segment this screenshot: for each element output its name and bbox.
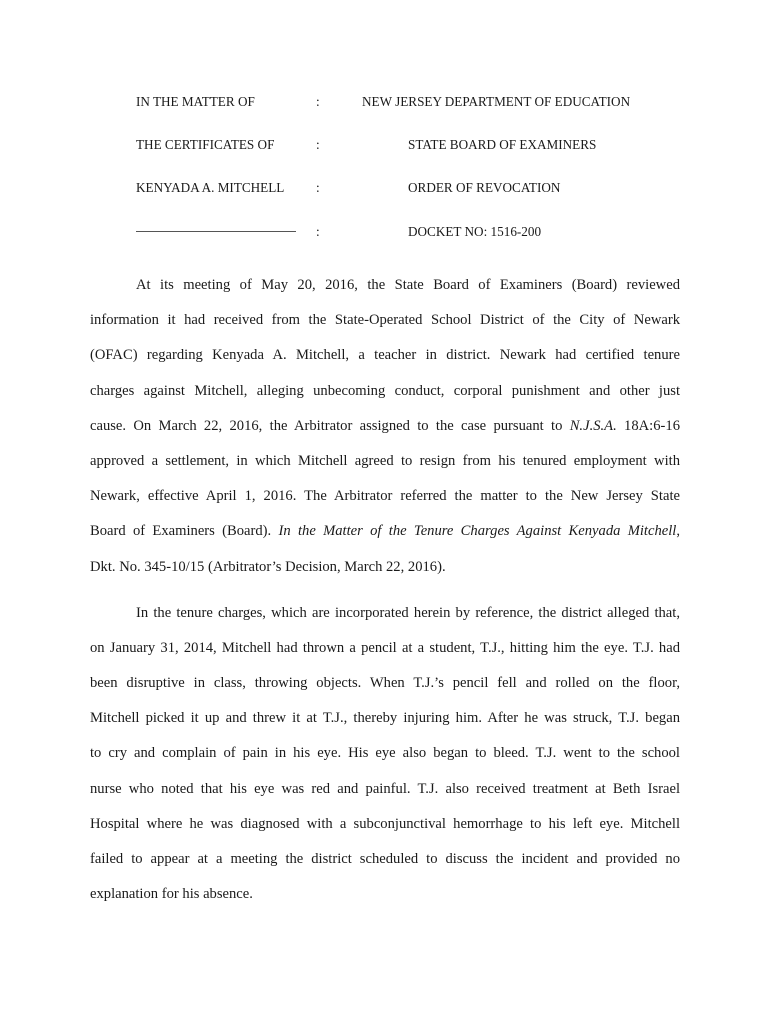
caption-right: DOCKET NO: 1516-200 <box>408 224 542 239</box>
caption-right: NEW JERSEY DEPARTMENT OF EDUCATION <box>362 94 631 109</box>
paragraph-line: approved a settlement, in which Mitchell agreed to resign from his tenured employment with <box>90 452 680 469</box>
caption-colon: : <box>316 224 320 239</box>
paragraph-line: failed to appear at a meeting the district scheduled to discuss the incident and provided no <box>90 851 680 867</box>
italic-citation: N.J.S.A. <box>569 417 617 434</box>
paragraph-line: cause. On March 22, 2016, the Arbitrator assigned to the case pursuant to N.J.S.A. 18A:6-16 <box>90 417 680 434</box>
paragraph-line: charges against Mitchell, alleging unbecoming conduct, corporal punishment and other just <box>90 382 680 399</box>
caption-left: THE CERTIFICATES OF <box>136 137 275 152</box>
paragraph-line: information it had received from the State-Operated School District of the City of Newark <box>90 312 680 329</box>
caption-colon: : <box>316 180 320 195</box>
paragraph-line: Board of Examiners (Board). In the Matter of the Tenure Charges Against Kenyada Mitchell, <box>90 523 681 540</box>
paragraph-line: At its meeting of May 20, 2016, the State Board of Examiners (Board) reviewed <box>136 277 680 293</box>
paragraph-line: to cry and complain of pain in his eye. His eye also began to bleed. T.J. went to the school <box>90 745 680 762</box>
caption-right: STATE BOARD OF EXAMINERS <box>408 137 597 152</box>
paragraph-line: (OFAC) regarding Kenyada A. Mitchell, a teacher in district. Newark had certified tenure <box>90 347 680 364</box>
paragraph-line: In the tenure charges, which are incorporated herein by reference, the district alleged that, <box>136 604 680 621</box>
paragraph-line: Dkt. No. 345-10/15 (Arbitrator’s Decision, March 22, 2016). <box>90 558 446 575</box>
paragraph-line: explanation for his absence. <box>90 886 253 903</box>
caption-left: KENYADA A. MITCHELL <box>136 180 285 195</box>
paragraph-line: been disruptive in class, throwing objects. When T.J.’s pencil fell and rolled on the floor, <box>90 675 680 692</box>
caption-signature-rule <box>136 231 296 232</box>
order-body <box>90 268 680 912</box>
paragraph-line: Hospital where he was diagnosed with a subconjunctival hemorrhage to his left eye. Mitchell <box>90 815 680 832</box>
paragraph-line: Mitchell picked it up and threw it at T.J., thereby injuring him. After he was struck, T.J. began <box>90 710 680 727</box>
paragraph-line: Newark, effective April 1, 2016. The Arbitrator referred the matter to the New Jersey State <box>90 488 680 505</box>
paragraph-line: nurse who noted that his eye was red and painful. T.J. also received treatment at Beth Israel <box>90 780 680 797</box>
paragraph-line: on January 31, 2014, Mitchell had thrown a pencil at a student, T.J., hitting him the eye. T.J. had <box>90 639 680 656</box>
paragraph <box>90 268 680 585</box>
caption-colon: : <box>316 94 320 109</box>
caption-left: IN THE MATTER OF <box>136 94 255 109</box>
caption-colon: : <box>316 137 320 152</box>
paragraph <box>90 596 680 913</box>
italic-citation: In the Matter of the Tenure Charges Against Kenyada Mitchell <box>278 523 677 540</box>
caption-right: ORDER OF REVOCATION <box>408 180 561 195</box>
